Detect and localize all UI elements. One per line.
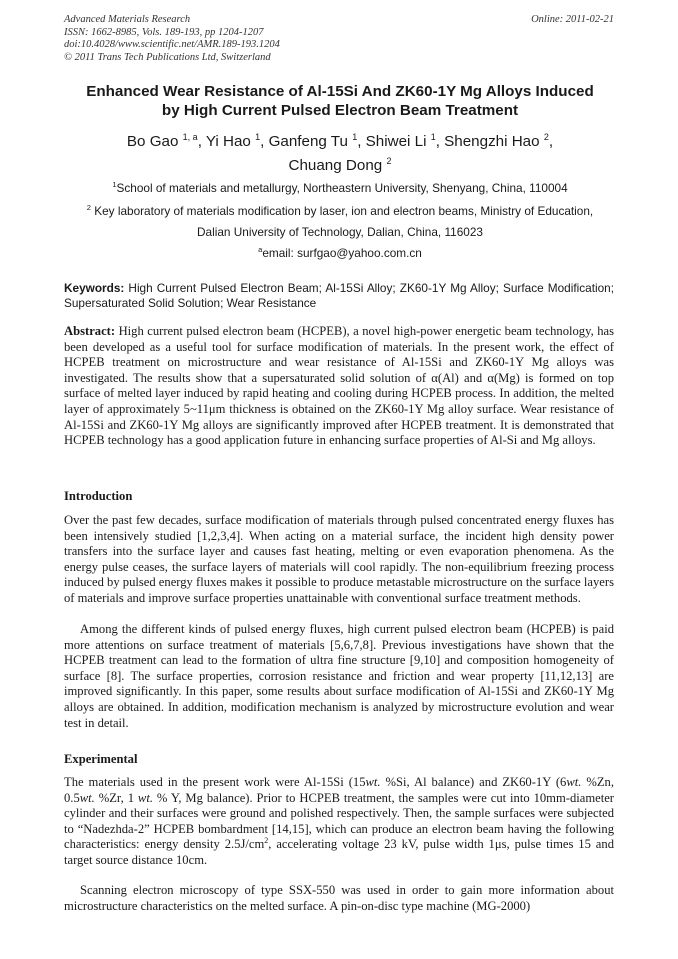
author-name: Ganfeng Tu — [268, 133, 348, 150]
text-run-italic: wt. — [79, 790, 95, 805]
experimental-heading: Experimental — [64, 752, 138, 766]
title-line-1: Enhanced Wear Resistance of Al-15Si And ZK60-1Y Mg Alloys Induced — [86, 83, 594, 100]
superscript: 2 — [264, 836, 269, 846]
affiliation-text: Key laboratory of materials modification by laser, ion and electron beams, Ministry of Education, — [94, 204, 594, 218]
text-run-italic: wt. — [365, 775, 381, 789]
text-run: , accelerating voltage 23 kV, pulse width 1μs, pulse times 15 and target source distance 10cm. — [64, 837, 614, 867]
doi-line: doi:10.4028/www.scientific.net/AMR.189-193.1204 — [64, 39, 280, 50]
keywords-text: High Current Pulsed Electron Beam; Al-15Si Alloy; ZK60-1Y Mg Alloy; Surface Modification; Supersaturated Solid Solution; Wear Resistance — [64, 281, 614, 310]
abstract-text: High current pulsed electron beam (HCPEB), a novel high-power energetic beam technology, has been developed as a useful tool for surface modification of materials. In the present work, the effect of HCPEB treatment on microstructure and wear resistance of Al-15Si and ZK60-1Y Mg alloys was investigated. The results show that a supersaturated solid solution of α(Al) and α(Mg) is formed on top surface of melted layer induced by rapid heating and cooling during HCPEB process. In addition, the melted layer of approximately 5~11μm thickness is obtained on the ZK60-1Y Mg alloy surface. Wear resistance of Al-15Si and ZK60-1Y Mg alloys are significantly improved after HCPEB treatment. It is demonstrated that HCPEB technology has a good application future in enhancing surface properties of Al-Si and Mg alloys. — [64, 324, 614, 448]
keywords-label: Keywords: — [64, 281, 125, 295]
text-run: %Zr, 1 — [94, 790, 138, 805]
experimental-paragraph-2: Scanning electron microscopy of type SSX-550 was used in order to gain more information about microstructure characteristics on the melted surface. A pin-on-disc type machine (MG-2000) — [64, 883, 614, 913]
corresponding-email — [50, 246, 630, 260]
issn-line: ISSN: 1662-8985, Vols. 189-193, pp 1204-1207 — [64, 26, 264, 38]
text-run: %Zn, 0.5 — [64, 775, 614, 805]
affiliation-text: School of materials and metallurgy, Northeastern University, Shenyang, China, 110004 — [116, 181, 568, 195]
affiliation-1 — [50, 181, 630, 195]
author-name: Chuang Dong — [288, 157, 383, 174]
paper-title — [50, 82, 630, 120]
introduction-heading: Introduction — [64, 489, 133, 503]
introduction-paragraph-2: Among the different kinds of pulsed energy fluxes, high current pulsed electron beam (HCPEB) is paid more attentions on surface treatment of materials [5,6,7,8]. Previous investigations have shown that the HCPEB treatment can lead to the formation of ultra fine structure [9,10] and composition homogeneity of surface [8]. The surface properties, corrosion resistance and friction and wear property [11,12,13] are improved significantly. In this paper, some results about surface modification of Al-15Si and ZK60-1Y Mg alloys are obtained. In addition, modification mechanism is analyzed by microstructure evolution and wear test in detail. — [64, 622, 614, 730]
title-line-2: by High Current Pulsed Electron Beam Treatment — [161, 102, 519, 119]
keywords-block — [64, 281, 614, 310]
author-affil-mark: 2 — [543, 131, 549, 142]
author-affil-mark: 1, a — [182, 131, 198, 142]
abstract-label: Abstract: — [64, 324, 116, 338]
experimental-paragraph-1 — [64, 775, 614, 869]
author-affil-mark: 1 — [352, 131, 358, 142]
affil-mark: 2 — [86, 203, 91, 213]
affiliation-2-cont — [50, 225, 630, 239]
text-run-italic: wt. — [137, 790, 153, 805]
copyright-line: © 2011 Trans Tech Publications Ltd, Switzerland — [64, 51, 271, 63]
affiliation-text: Dalian University of Technology, Dalian, China, 116023 — [197, 225, 483, 239]
text-run-italic: wt. — [566, 775, 582, 789]
author-name: Yi Hao — [205, 133, 251, 150]
author-name: Bo Gao — [126, 133, 179, 150]
author-affil-mark: 2 — [386, 155, 392, 166]
author-affil-mark: 1 — [430, 131, 436, 142]
author-name: Shengzhi Hao — [444, 133, 540, 150]
journal-name: Advanced Materials Research — [64, 14, 191, 25]
introduction-paragraph-1: Over the past few decades, surface modification of materials through pulsed concentrated energy fluxes has been intensively studied [1,2,3,4]. When acting on a material surface, the incident high density power transfers into the surface layer and causes fast heating, melting or even evaporation phenomena. As the energy pulse ceases, the surface layers of materials will cool rapidly. The non-equilibrium freezing process induced by pulsed energy fluxes makes it possible to produce metastable microstructure on the surface layers of materials and improve surface properties unattainable with conventional surface treatment methods. — [64, 513, 614, 605]
text-run: The materials used in the present work were Al-15Si (15 — [64, 775, 366, 789]
abstract-block — [64, 324, 614, 449]
author-affil-mark: 1 — [255, 131, 261, 142]
author-name: Shiwei Li — [365, 133, 427, 150]
email-mark: a — [258, 245, 263, 255]
affil-mark: 1 — [112, 180, 117, 190]
journal-header — [64, 14, 614, 64]
affiliation-2 — [50, 204, 630, 218]
email-text: email: surfgao@yahoo.com.cn — [262, 246, 422, 260]
author-list: Bo Gao $^{1, a}$, Yi Hao $^1$, Ganfeng Tu $^1$, Shiwei Li $^1$, Shengzhi Hao $^2$, Chuang Dong $^2$ — [126, 131, 554, 174]
text-run: %Si, Al balance) and ZK60-1Y (6 — [380, 775, 567, 789]
online-date: Online: 2011-02-21 — [531, 14, 614, 25]
text-run: % Y, Mg balance). Prior to HCPEB treatment, the samples were cut into 10mm-diameter cylinder and their surfaces were ground and polished respectively. Then, the sample surfaces were subjected to “Nadezhda-2” HCPEB bombardment [14,15], which can produce an electron beam having the following characteristics: energy density 2.5J/cm — [64, 790, 615, 852]
